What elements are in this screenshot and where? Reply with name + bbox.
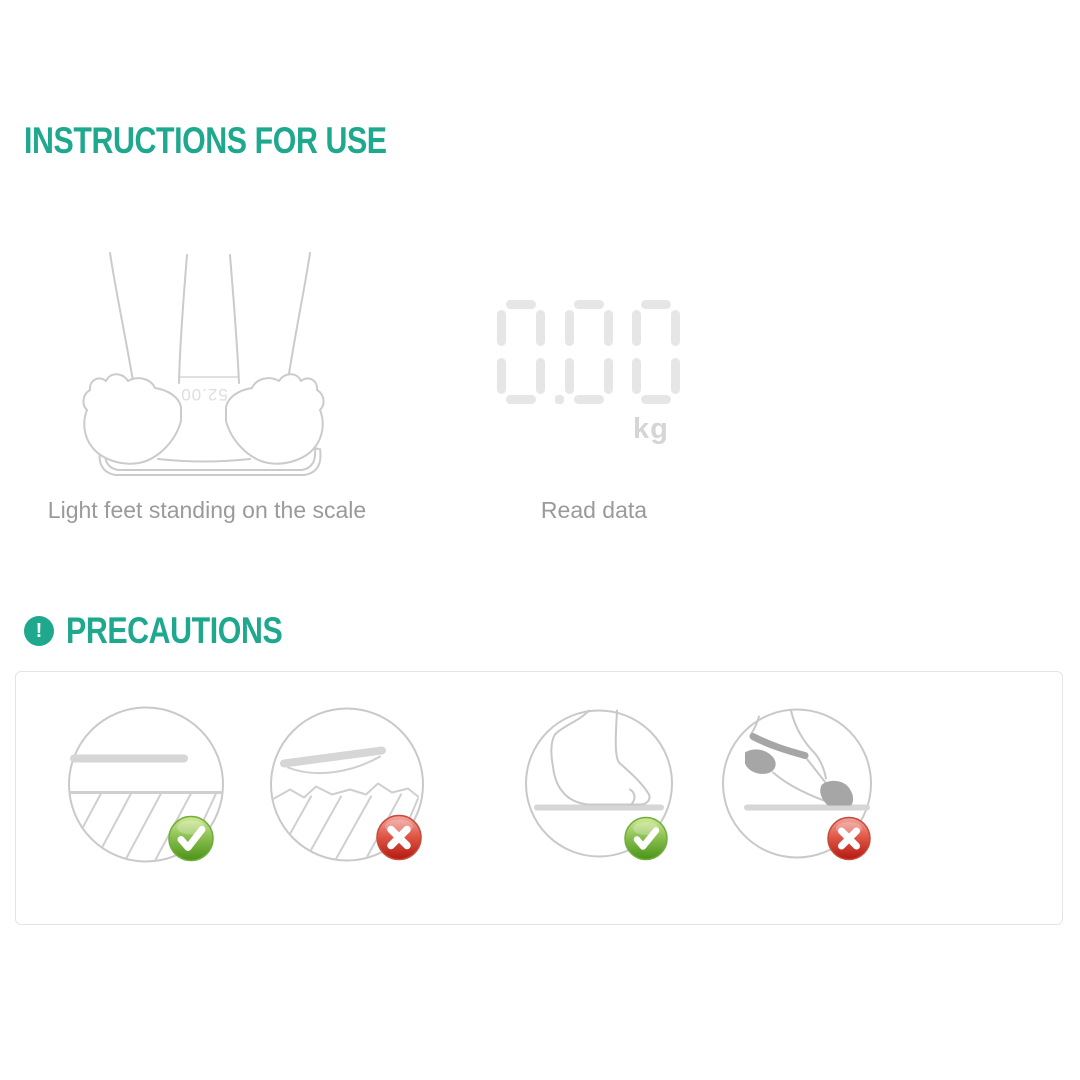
cross-icon <box>828 818 870 860</box>
weight-unit-label: kg <box>633 413 669 445</box>
step1-caption: Light feet standing on the scale <box>47 497 367 523</box>
precautions-illustrations <box>16 672 1062 924</box>
precaution-sock-foot <box>723 710 871 860</box>
display-digit <box>632 300 680 404</box>
exclamation-circle-icon: ! <box>24 616 54 646</box>
precaution-flat-floor <box>64 708 223 863</box>
instructions-section-title: INSTRUCTIONS FOR USE <box>24 120 387 161</box>
feet-on-scale-illustration <box>58 243 343 493</box>
step2-caption: Read data <box>540 497 648 523</box>
display-digit <box>497 300 545 404</box>
weight-display <box>497 300 687 450</box>
display-digit <box>565 300 613 404</box>
check-icon <box>169 817 213 861</box>
precaution-bare-foot <box>526 711 672 860</box>
precautions-heading <box>24 612 330 649</box>
precautions-panel <box>15 671 1063 925</box>
legs-lineart <box>110 253 310 393</box>
weight-display-digits <box>497 300 687 404</box>
precaution-uneven-floor <box>271 709 423 863</box>
display-decimal-point <box>555 395 564 404</box>
check-icon <box>625 818 667 860</box>
scale-readout-text: 52.00 <box>180 385 228 404</box>
precautions-section-title: PRECAUTIONS <box>66 610 283 651</box>
cross-icon <box>377 816 421 860</box>
